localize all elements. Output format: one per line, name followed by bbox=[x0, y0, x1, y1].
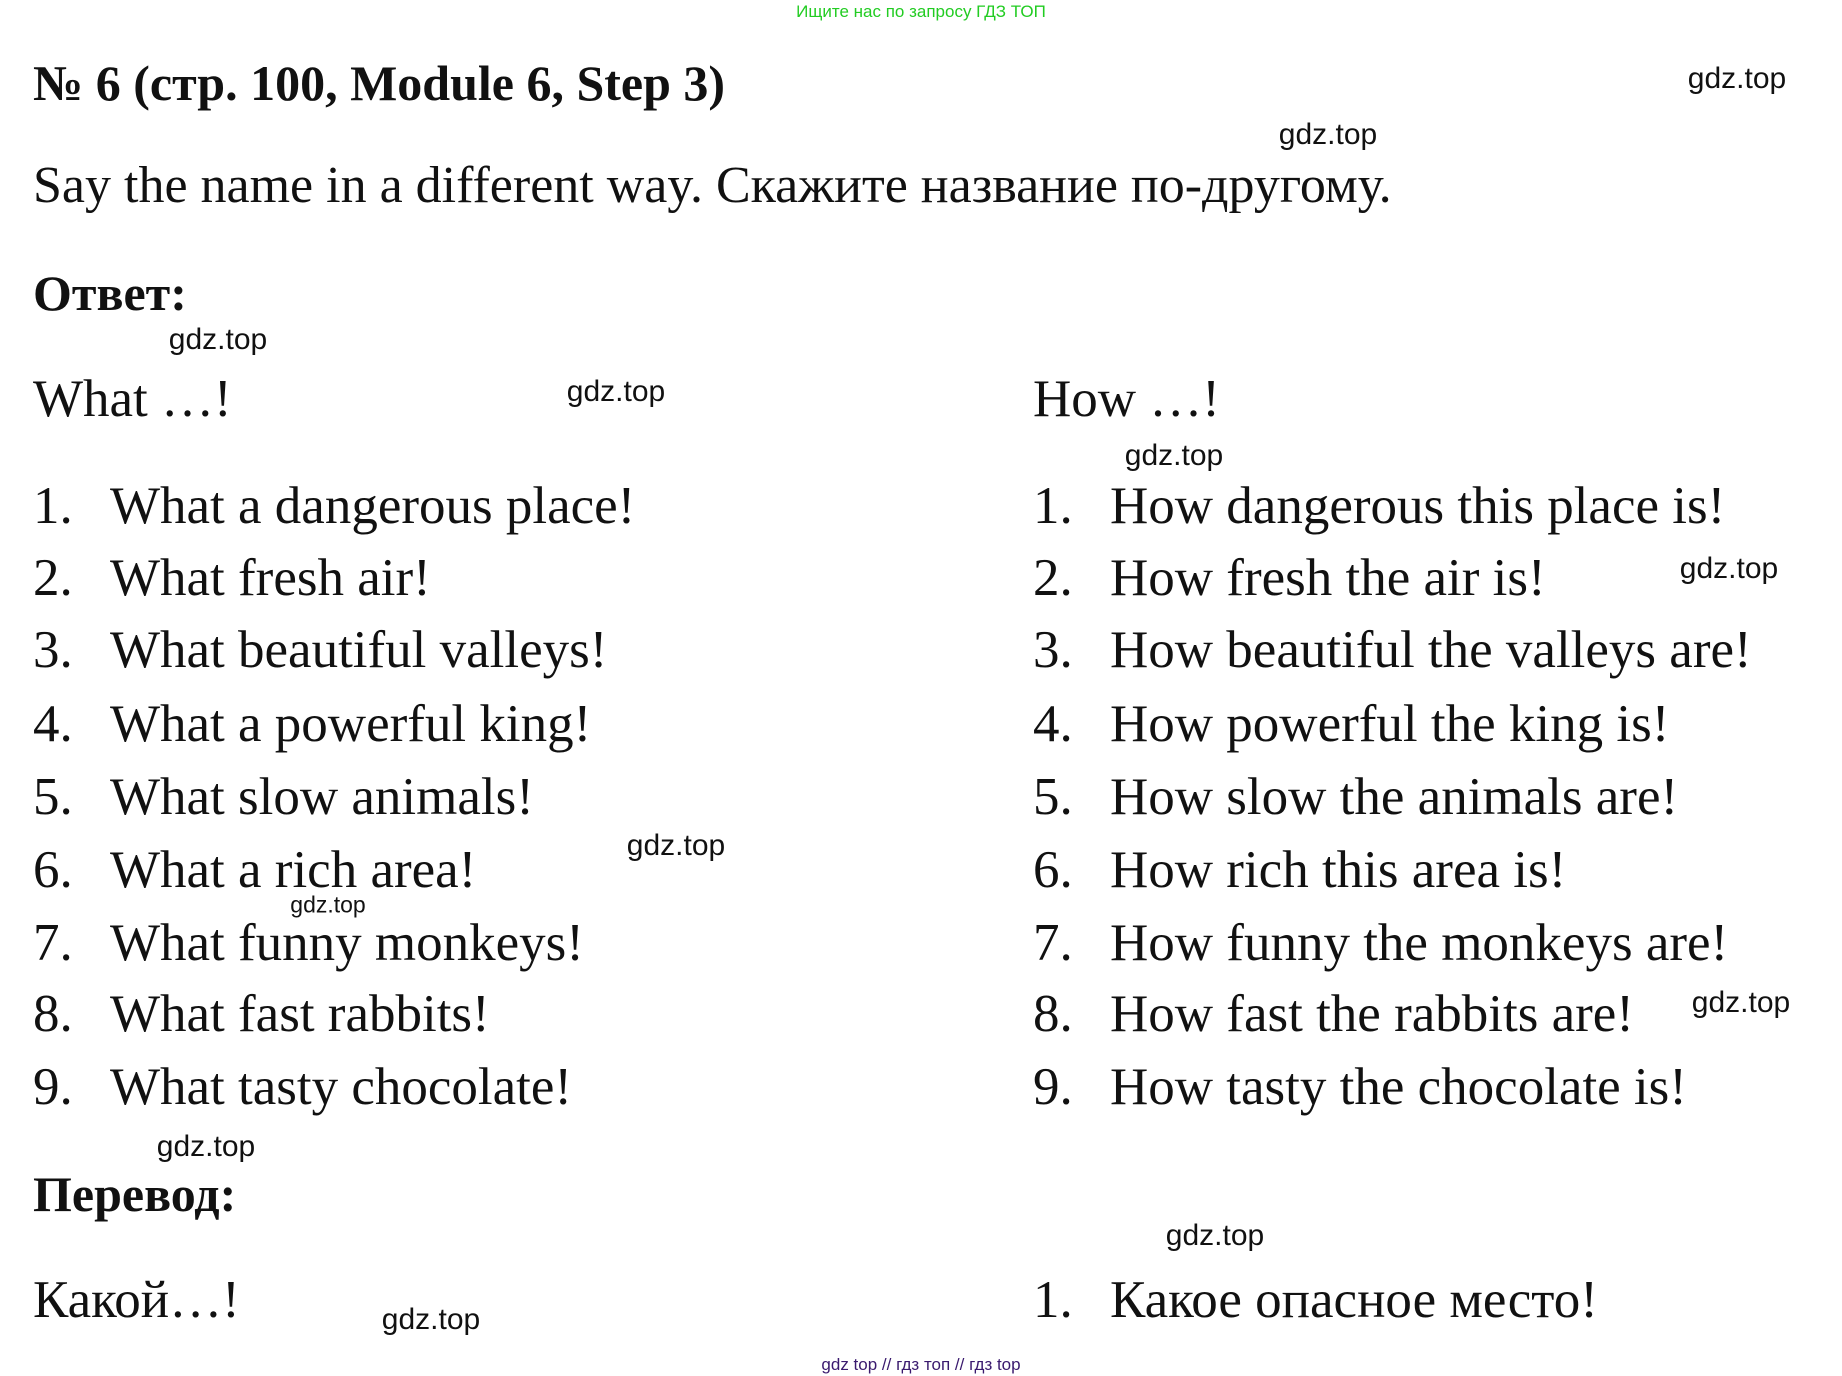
list-item bbox=[1033, 841, 1567, 899]
right-column-heading: How …! bbox=[1033, 370, 1220, 428]
list-item bbox=[1033, 914, 1729, 972]
item-number: 1. bbox=[1033, 477, 1073, 535]
page-title: № 6 (стр. 100, Module 6, Step 3) bbox=[33, 55, 726, 111]
item-text: How beautiful the valleys are! bbox=[1110, 621, 1752, 679]
answer-heading: Ответ: bbox=[33, 265, 187, 321]
task-text: Say the name in a different way. Скажите название по-другому. bbox=[33, 157, 1392, 214]
item-text: How powerful the king is! bbox=[1110, 695, 1670, 753]
left-column-heading: What …! bbox=[33, 370, 232, 428]
list-item bbox=[1033, 1058, 1687, 1116]
item-text: How fast the rabbits are! bbox=[1110, 985, 1634, 1043]
watermark: gdz.top bbox=[1691, 986, 1791, 1019]
list-item bbox=[33, 841, 477, 899]
watermark: gdz.top bbox=[1165, 1219, 1265, 1252]
item-number: 6. bbox=[33, 841, 73, 899]
item-text: What slow animals! bbox=[110, 768, 534, 826]
list-item bbox=[33, 621, 608, 679]
item-number: 7. bbox=[1033, 914, 1073, 972]
item-number: 5. bbox=[33, 768, 73, 826]
list-item bbox=[1033, 985, 1634, 1043]
item-number: 1. bbox=[33, 477, 73, 535]
item-text: How rich this area is! bbox=[1110, 841, 1567, 899]
item-number: 9. bbox=[1033, 1058, 1073, 1116]
watermark: gdz.top bbox=[168, 323, 268, 356]
item-number: 6. bbox=[1033, 841, 1073, 899]
item-number: 4. bbox=[1033, 695, 1073, 753]
watermark: gdz.top bbox=[1679, 552, 1779, 585]
item-text: Какое опасное место! bbox=[1110, 1271, 1598, 1329]
list-item bbox=[33, 914, 584, 972]
list-item bbox=[1033, 695, 1670, 753]
list-item bbox=[1033, 477, 1726, 535]
list-item bbox=[33, 549, 431, 607]
watermark: gdz.top bbox=[1278, 118, 1378, 151]
item-number: 3. bbox=[1033, 621, 1073, 679]
watermark: gdz.top bbox=[1687, 62, 1787, 95]
list-item bbox=[1033, 549, 1546, 607]
item-text: What tasty chocolate! bbox=[110, 1058, 573, 1116]
item-number: 5. bbox=[1033, 768, 1073, 826]
item-text: How dangerous this place is! bbox=[1110, 477, 1726, 535]
item-number: 9. bbox=[33, 1058, 73, 1116]
watermark: gdz.top bbox=[626, 829, 726, 862]
list-item bbox=[33, 695, 592, 753]
item-text: How fresh the air is! bbox=[1110, 549, 1546, 607]
item-number: 3. bbox=[33, 621, 73, 679]
item-text: How slow the animals are! bbox=[1110, 768, 1679, 826]
item-number: 4. bbox=[33, 695, 73, 753]
item-number: 2. bbox=[33, 549, 73, 607]
item-text: What beautiful valleys! bbox=[110, 621, 608, 679]
item-number: 2. bbox=[1033, 549, 1073, 607]
list-item bbox=[1033, 621, 1752, 679]
item-text: What a dangerous place! bbox=[110, 477, 636, 535]
item-number: 7. bbox=[33, 914, 73, 972]
list-item bbox=[33, 1058, 573, 1116]
item-number: 8. bbox=[33, 985, 73, 1043]
item-number: 1. bbox=[1033, 1271, 1073, 1329]
item-number: 8. bbox=[1033, 985, 1073, 1043]
item-text: What a powerful king! bbox=[110, 695, 592, 753]
item-text: What fast rabbits! bbox=[110, 985, 490, 1043]
watermark: gdz.top bbox=[1124, 439, 1224, 472]
watermark: gdz.top bbox=[566, 375, 666, 408]
list-item bbox=[1033, 768, 1679, 826]
list-item bbox=[33, 477, 636, 535]
translation-left-heading: Какой…! bbox=[33, 1271, 240, 1329]
item-text: What fresh air! bbox=[110, 549, 431, 607]
watermark: gdz.top bbox=[290, 891, 366, 918]
list-item bbox=[33, 768, 534, 826]
item-text: What a rich area! bbox=[110, 841, 477, 899]
footer-links: gdz top // гдз топ // гдз top bbox=[821, 1355, 1021, 1374]
item-text: How tasty the chocolate is! bbox=[1110, 1058, 1687, 1116]
translation-item bbox=[1033, 1271, 1598, 1329]
search-hint: Ищите нас по запросу ГДЗ ТОП bbox=[796, 2, 1046, 21]
watermark: gdz.top bbox=[156, 1130, 256, 1163]
translation-heading: Перевод: bbox=[33, 1166, 237, 1222]
watermark: gdz.top bbox=[381, 1303, 481, 1336]
item-text: What funny monkeys! bbox=[110, 914, 584, 972]
item-text: How funny the monkeys are! bbox=[1110, 914, 1729, 972]
list-item bbox=[33, 985, 490, 1043]
